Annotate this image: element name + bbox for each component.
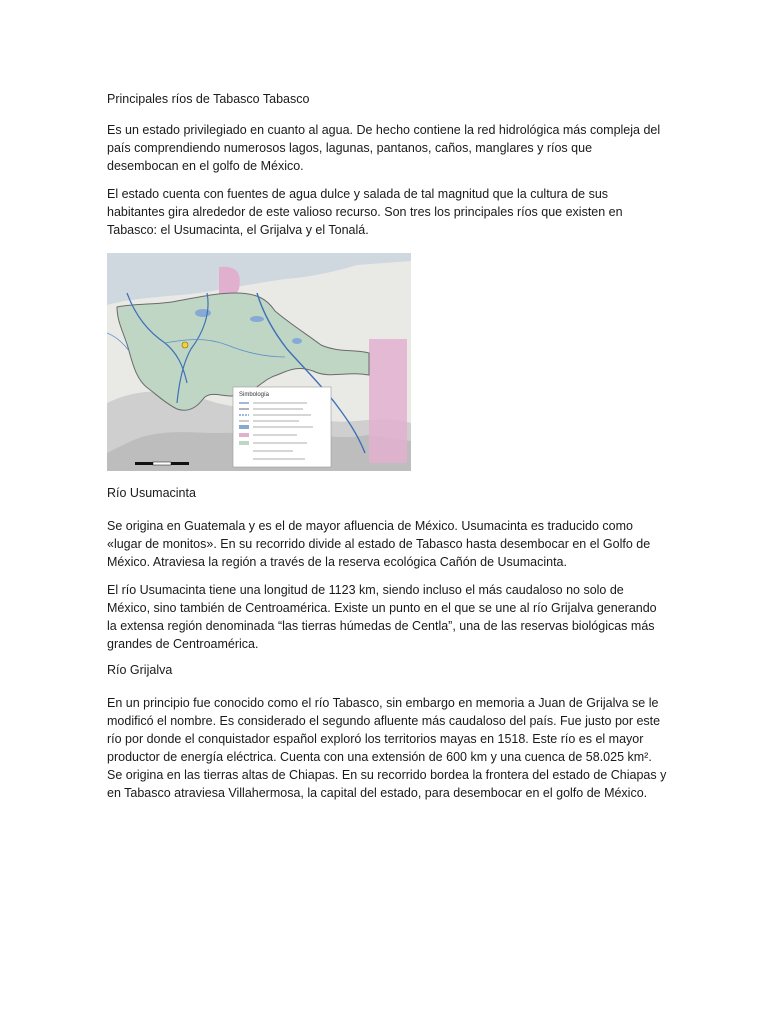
map-legend-title: Simbología <box>239 392 270 398</box>
scale-segment <box>135 462 153 465</box>
scale-segment <box>171 462 189 465</box>
tabasco-rivers-map <box>107 253 411 471</box>
lake <box>292 338 302 344</box>
map-scale-bar <box>135 462 189 465</box>
capital-marker <box>182 342 188 348</box>
usumacinta-paragraph-1: Se origina en Guatemala y es el de mayor afluencia de México. Usumacinta es traducido como «lugar de monitos». En su recorrido divide al estado de Tabasco hasta desembocar en el Golfo de México. Atraviesa la región a través de la reserva ecológica Cañón de Usumacinta. <box>107 519 651 569</box>
legend-swatch <box>239 433 249 437</box>
section-heading-usumacinta: Río Usumacinta <box>107 486 196 500</box>
section-heading-grijalva: Río Grijalva <box>107 663 173 677</box>
intro-paragraph-1: Es un estado privilegiado en cuanto al agua. De hecho contiene la red hidrológica más compleja del país comprendiendo numerosos lagos, lagunas, pantanos, caños, manglares y ríos que desembocan en el golfo de México. <box>107 123 661 173</box>
scale-segment <box>153 462 171 465</box>
document-body <box>107 92 667 249</box>
usumacinta-paragraph-2: El río Usumacinta tiene una longitud de 1123 km, siendo incluso el más caudaloso no solo de México, sino también de Centroamérica. Existe un punto en el que se une al río Grijalva generando la extensa región denominada “las tierras húmedas de Centla”, una de las reservas biológicas más grandes de Centroamérica. <box>107 583 657 651</box>
lake <box>250 316 264 322</box>
lake <box>195 309 211 317</box>
document-title: Principales ríos de Tabasco Tabasco <box>107 92 310 106</box>
intro-paragraph-2: El estado cuenta con fuentes de agua dulce y salada de tal magnitud que la cultura de sus habitantes gira alrededor de este valioso recurso. Son tres los principales ríos que existen en Tabasco: el Usumacinta, el Grijalva y el Tonalá. <box>107 187 623 237</box>
grijalva-paragraph-1: En un principio fue conocido como el río Tabasco, sin embargo en memoria a Juan de Grijalva se le modificó el nombre. Es considerado el segundo afluente más caudaloso del país. Fue justo por este río por donde el conquistador español exploró los territorios mayas en 1518. Este río es el mayor productor de energía eléctrica. Cuenta con una extensión de 600 km y una cuenca de 58.025 km². Se origina en las tierras altas de Chiapas. En su recorrido bordea la frontera del estado de Chiapas y en Tabasco atraviesa Villahermosa, la capital del estado, para desembocar en el golfo de México. <box>107 696 667 800</box>
map-graphic <box>107 253 411 471</box>
region-east <box>369 339 407 463</box>
legend-swatch <box>239 441 249 445</box>
rivers-sections <box>107 486 667 812</box>
legend-swatch <box>239 425 249 429</box>
